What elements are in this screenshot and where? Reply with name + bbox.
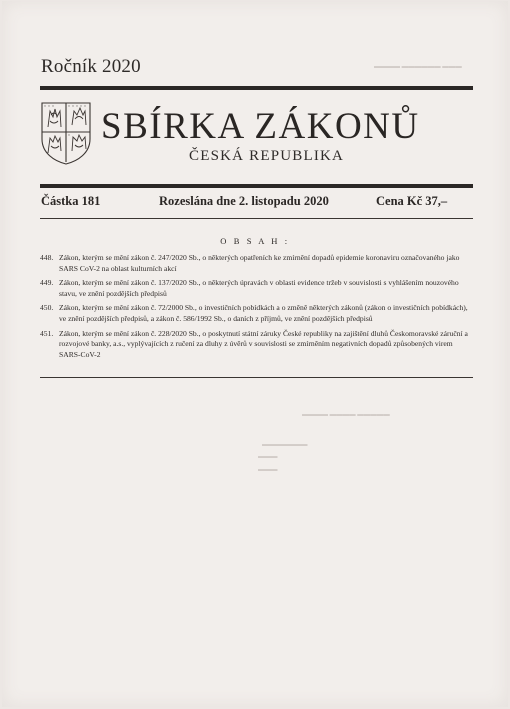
issue-number: Částka 181 [41, 194, 101, 208]
show-through-mark: ▬▬▬▬ ▬▬▬▬▬▬ ▬▬▬ [374, 63, 462, 70]
item-text: Zákon, kterým se mění zákon č. 72/2000 Sb., o investičních pobídkách a o změně některých zákonů (zákon o investičních pobídkách), ve znění pozdějších předpisů, a zákon č. 586/1992 Sb., o daních z příjmů, ve znění pozdějších předpisů [59, 303, 468, 323]
distribution-date: Rozeslána dne 2. listopadu 2020 [159, 194, 329, 208]
item-text: Zákon, kterým se mění zákon č. 247/2020 Sb., o některých opatřeních ke zmírnění dopadů epidemie koronaviru označovaného jako SARS CoV-2 na oblast kulturních akcí [59, 253, 460, 273]
item-text: Zákon, kterým se mění zákon č. 137/2020 Sb., o některých úpravách v oblasti evidence tržeb v souvislosti s vyhlášením nouzového stavu, ve znění pozdějších předpisů [59, 278, 459, 298]
gazette-subtitle: ČESKÁ REPUBLIKA [189, 148, 345, 164]
price: Cena Kč 37,– [376, 194, 448, 208]
volume-year: Ročník 2020 [41, 56, 141, 77]
state-emblem-icon [40, 101, 92, 165]
show-through-mark: ▬▬▬▬▬▬▬ [262, 441, 308, 448]
contents-bottom-rule [40, 377, 473, 378]
show-through-mark: ▬▬▬ [258, 453, 278, 460]
gazette-page [2, 1, 508, 707]
contents-heading: O B S A H : [220, 236, 290, 246]
show-through-mark: ▬▬▬ [258, 466, 278, 473]
list-item [40, 253, 472, 274]
item-number: 449. [40, 278, 54, 288]
header-bottom-rule [40, 184, 473, 188]
list-item [40, 329, 472, 361]
item-text: Zákon, kterým se mění zákon č. 228/2020 Sb., o poskytnutí státní záruky České republiky na zajištění dluhů Českomoravské záruční a rozvojové banky, a.s., vyplývajících z ručení za dluhy z úvěrů v souvislosti se zmírněním negativních dopadů způsobených virem SARS-CoV-2 [59, 328, 468, 359]
item-number: 450. [40, 303, 54, 313]
show-through-mark: ▬▬▬▬ ▬▬▬▬ ▬▬▬▬▬ [302, 411, 390, 418]
top-rule [40, 86, 473, 90]
list-item [40, 278, 472, 299]
item-number: 451. [40, 328, 54, 338]
item-number: 448. [40, 253, 54, 262]
contents-list [40, 253, 472, 364]
gazette-title: SBÍRKA ZÁKONŮ [101, 106, 420, 147]
list-item [40, 303, 472, 324]
meta-bottom-rule [40, 218, 473, 219]
